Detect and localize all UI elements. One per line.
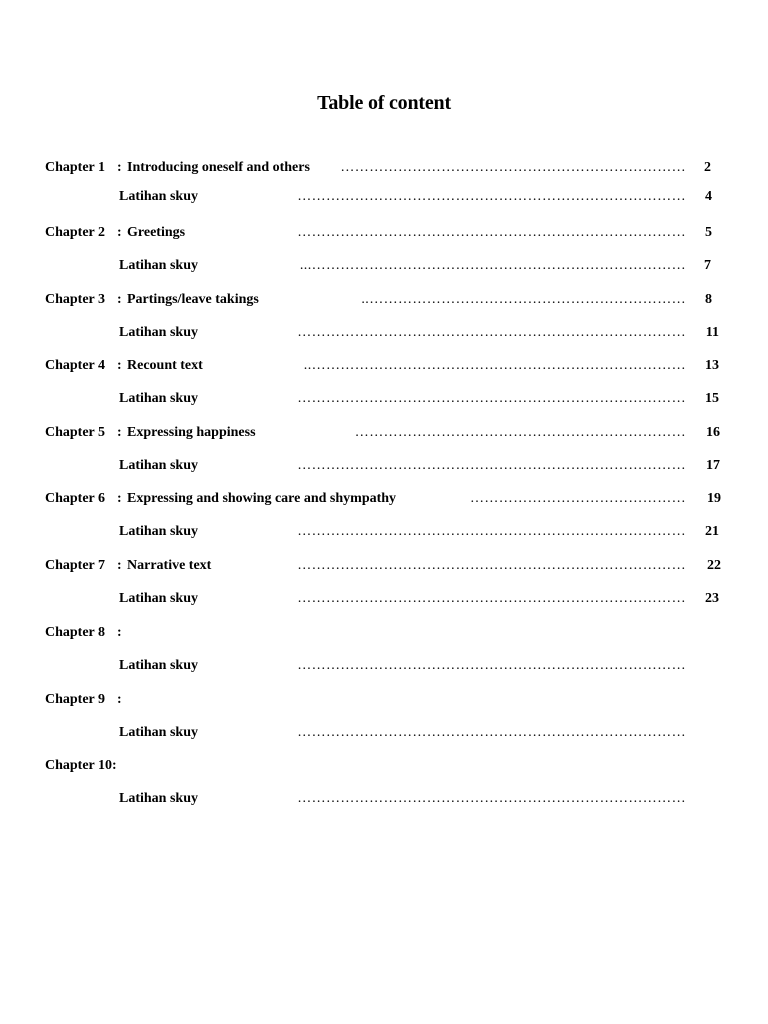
page-number: 22 bbox=[707, 558, 721, 573]
chapter-label: Chapter 2 bbox=[45, 225, 106, 240]
page-number: 13 bbox=[705, 358, 719, 373]
exercise-title: Latihan skuy bbox=[119, 658, 198, 673]
chapter-label: Chapter 1 bbox=[45, 160, 106, 175]
toc-chapter-entry bbox=[0, 224, 768, 242]
exercise-title: Latihan skuy bbox=[119, 189, 198, 204]
page-number: 21 bbox=[705, 524, 719, 539]
leader-dots: ………………………………………………………….. bbox=[361, 292, 686, 307]
leader-dots: ……………………………………………………………………… bbox=[297, 725, 686, 740]
toc-exercise-entry bbox=[0, 390, 768, 408]
chapter-title: Expressing happiness bbox=[127, 425, 256, 440]
toc-exercise-entry bbox=[0, 324, 768, 342]
chapter-title: Narrative text bbox=[127, 558, 212, 573]
chapter-separator: : bbox=[117, 358, 122, 373]
leader-dots: …………………………………………………………… bbox=[354, 425, 686, 440]
exercise-title: Latihan skuy bbox=[119, 458, 198, 473]
chapter-separator: : bbox=[117, 558, 122, 573]
page-number: 15 bbox=[705, 391, 719, 406]
page-number: 19 bbox=[707, 491, 721, 506]
chapter-separator: : bbox=[117, 625, 122, 640]
chapter-separator: : bbox=[117, 491, 122, 506]
chapter-separator: : bbox=[117, 292, 122, 307]
exercise-title: Latihan skuy bbox=[119, 524, 198, 539]
leader-dots: ……………………………………… bbox=[470, 491, 686, 506]
chapter-separator: : bbox=[117, 160, 122, 175]
chapter-title: Recount text bbox=[127, 358, 203, 373]
chapter-separator: : bbox=[117, 225, 122, 240]
leader-dots: ……………………………………………………………………… bbox=[297, 658, 686, 673]
leader-dots: ……………………………………………………………………… bbox=[297, 558, 686, 573]
leader-dots: ……………………………………………………………………… bbox=[297, 458, 686, 473]
page-number: 23 bbox=[705, 591, 719, 606]
toc-exercise-entry bbox=[0, 523, 768, 541]
toc-exercise-entry bbox=[0, 724, 768, 742]
leader-dots: ……………………………………………………………………… bbox=[297, 524, 686, 539]
page-title: Table of content bbox=[317, 92, 451, 114]
toc-chapter-entry bbox=[0, 490, 768, 508]
exercise-title: Latihan skuy bbox=[119, 258, 198, 273]
leader-dots: ……………………………………………………………………… bbox=[297, 391, 686, 406]
chapter-label: Chapter 7 bbox=[45, 558, 106, 573]
exercise-title: Latihan skuy bbox=[119, 325, 198, 340]
page-number: 16 bbox=[706, 425, 720, 440]
chapter-title: Expressing and showing care and shympathy bbox=[127, 491, 397, 506]
leader-dots: ……………………………………………………………………... bbox=[299, 258, 686, 273]
leader-dots: ……………………………………………………………………… bbox=[297, 189, 686, 204]
toc-exercise-entry bbox=[0, 257, 768, 275]
chapter-label: Chapter 8 bbox=[45, 625, 106, 640]
toc-chapter-entry bbox=[0, 624, 768, 642]
leader-dots: ……………………………………………………………………… bbox=[297, 591, 686, 606]
leader-dots: ……………………………………………………………………… bbox=[297, 791, 686, 806]
leader-dots: ……………………………………………………………… bbox=[340, 160, 686, 175]
exercise-title: Latihan skuy bbox=[119, 591, 198, 606]
chapter-label: Chapter 4 bbox=[45, 358, 106, 373]
toc-chapter-entry bbox=[0, 424, 768, 442]
chapter-label: Chapter 3 bbox=[45, 292, 106, 307]
page-number: 7 bbox=[704, 258, 711, 273]
page-number: 17 bbox=[706, 458, 720, 473]
chapter-label: Chapter 10: bbox=[45, 758, 117, 773]
toc-exercise-entry bbox=[0, 790, 768, 808]
exercise-title: Latihan skuy bbox=[119, 391, 198, 406]
leader-dots: ……………………………………………………………………… bbox=[297, 325, 686, 340]
page-number: 2 bbox=[704, 160, 711, 175]
toc-chapter-entry bbox=[0, 557, 768, 575]
toc-exercise-entry bbox=[0, 590, 768, 608]
page-number: 4 bbox=[705, 189, 712, 204]
page-number: 11 bbox=[705, 325, 719, 340]
exercise-title: Latihan skuy bbox=[119, 791, 198, 806]
page-number: 8 bbox=[705, 292, 712, 307]
chapter-separator: : bbox=[117, 692, 122, 707]
toc-exercise-entry bbox=[0, 457, 768, 475]
toc-chapter-entry bbox=[0, 691, 768, 709]
chapter-label: Chapter 9 bbox=[45, 692, 106, 707]
toc-chapter-entry bbox=[0, 159, 768, 177]
exercise-title: Latihan skuy bbox=[119, 725, 198, 740]
toc-exercise-entry bbox=[0, 188, 768, 206]
toc-exercise-entry bbox=[0, 657, 768, 675]
chapter-label: Chapter 5 bbox=[45, 425, 106, 440]
toc-chapter-entry bbox=[0, 357, 768, 375]
leader-dots: ……………………………………………………………………… bbox=[297, 225, 686, 240]
chapter-separator: : bbox=[117, 425, 122, 440]
toc-chapter-entry bbox=[0, 757, 768, 775]
page-number: 5 bbox=[705, 225, 712, 240]
chapter-label: Chapter 6 bbox=[45, 491, 106, 506]
chapter-title: Partings/leave takings bbox=[127, 292, 259, 307]
toc-chapter-entry bbox=[0, 291, 768, 309]
chapter-title: Introducing oneself and others bbox=[127, 160, 310, 175]
chapter-title: Greetings bbox=[127, 225, 186, 240]
leader-dots: …………………………………………………………………….. bbox=[303, 358, 686, 373]
